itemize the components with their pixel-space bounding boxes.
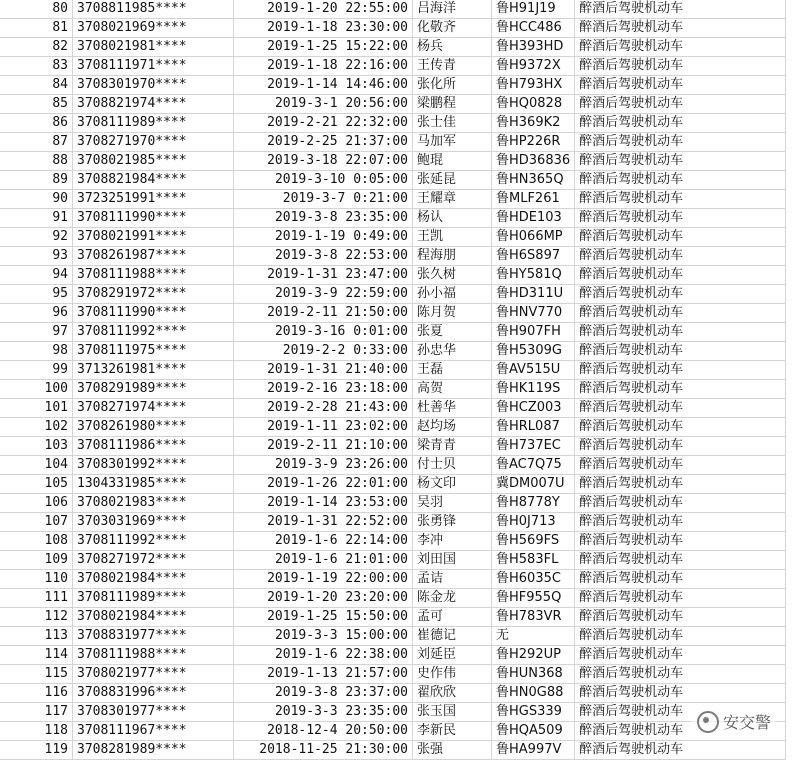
name-cell: 陈月贺: [413, 304, 492, 323]
table-row: [0, 133, 786, 152]
plate-cell: 鲁HF955Q: [492, 589, 575, 608]
table-row: [0, 266, 786, 285]
row-number-cell: 119: [0, 741, 73, 760]
offense-cell: 醉酒后驾驶机动车: [575, 741, 786, 760]
plate-cell: 鲁HCC486: [492, 19, 575, 38]
id-number-cell: 3708261987****: [73, 247, 234, 266]
row-number-cell: 116: [0, 684, 73, 703]
table-row: [0, 494, 786, 513]
offense-cell: 醉酒后驾驶机动车: [575, 209, 786, 228]
id-number-cell: 3708021984****: [73, 570, 234, 589]
offense-cell: 醉酒后驾驶机动车: [575, 95, 786, 114]
row-number-cell: 86: [0, 114, 73, 133]
table-row: [0, 76, 786, 95]
datetime-cell: 2019-3-3 15:00:00: [234, 627, 413, 646]
datetime-cell: 2019-3-16 0:01:00: [234, 323, 413, 342]
offense-cell: 醉酒后驾驶机动车: [575, 57, 786, 76]
row-number-cell: 103: [0, 437, 73, 456]
row-number-cell: 80: [0, 0, 73, 19]
name-cell: 程海朋: [413, 247, 492, 266]
id-number-cell: 3708111986****: [73, 437, 234, 456]
name-cell: 杨兵: [413, 38, 492, 57]
id-number-cell: 3708111992****: [73, 532, 234, 551]
id-number-cell: 3708811985****: [73, 0, 234, 19]
plate-cell: 鲁H0J713: [492, 513, 575, 532]
id-number-cell: 3708111988****: [73, 266, 234, 285]
id-number-cell: 3708831996****: [73, 684, 234, 703]
offense-cell: 醉酒后驾驶机动车: [575, 0, 786, 19]
offense-cell: 醉酒后驾驶机动车: [575, 247, 786, 266]
datetime-cell: 2019-3-10 0:05:00: [234, 171, 413, 190]
name-cell: 刘田国: [413, 551, 492, 570]
name-cell: 高贺: [413, 380, 492, 399]
row-number-cell: 107: [0, 513, 73, 532]
plate-cell: 鲁HK119S: [492, 380, 575, 399]
offense-cell: 醉酒后驾驶机动车: [575, 589, 786, 608]
offense-cell: 醉酒后驾驶机动车: [575, 114, 786, 133]
row-number-cell: 117: [0, 703, 73, 722]
row-number-cell: 85: [0, 95, 73, 114]
plate-cell: 鲁HGS339: [492, 703, 575, 722]
name-cell: 孙忠华: [413, 342, 492, 361]
id-number-cell: 3708111990****: [73, 304, 234, 323]
id-number-cell: 3708021984****: [73, 608, 234, 627]
id-number-cell: 3708021977****: [73, 665, 234, 684]
plate-cell: 鲁H393HD: [492, 38, 575, 57]
datetime-cell: 2019-2-21 22:32:00: [234, 114, 413, 133]
datetime-cell: 2019-1-18 22:16:00: [234, 57, 413, 76]
plate-cell: 鲁H583FL: [492, 551, 575, 570]
offense-cell: 醉酒后驾驶机动车: [575, 722, 786, 741]
offense-cell: 醉酒后驾驶机动车: [575, 399, 786, 418]
name-cell: 化敬齐: [413, 19, 492, 38]
name-cell: 杜善华: [413, 399, 492, 418]
id-number-cell: 3708291972****: [73, 285, 234, 304]
datetime-cell: 2019-3-9 22:59:00: [234, 285, 413, 304]
name-cell: 翟欣欣: [413, 684, 492, 703]
row-number-cell: 101: [0, 399, 73, 418]
offense-cell: 醉酒后驾驶机动车: [575, 456, 786, 475]
row-number-cell: 106: [0, 494, 73, 513]
table-row: [0, 703, 786, 722]
plate-cell: 鲁H9372X: [492, 57, 575, 76]
plate-cell: 鲁HNV770: [492, 304, 575, 323]
table-row: [0, 38, 786, 57]
datetime-cell: 2019-1-6 22:38:00: [234, 646, 413, 665]
id-number-cell: 3708111992****: [73, 323, 234, 342]
watermark: [691, 708, 777, 735]
offense-cell: 醉酒后驾驶机动车: [575, 266, 786, 285]
datetime-cell: 2018-12-4 20:50:00: [234, 722, 413, 741]
datetime-cell: 2019-1-25 15:22:00: [234, 38, 413, 57]
table-row: [0, 589, 786, 608]
row-number-cell: 111: [0, 589, 73, 608]
id-number-cell: 3708021969****: [73, 19, 234, 38]
name-cell: 王磊: [413, 361, 492, 380]
offense-cell: 醉酒后驾驶机动车: [575, 513, 786, 532]
row-number-cell: 105: [0, 475, 73, 494]
name-cell: 杨文印: [413, 475, 492, 494]
datetime-cell: 2019-1-31 21:40:00: [234, 361, 413, 380]
offense-cell: 醉酒后驾驶机动车: [575, 418, 786, 437]
row-number-cell: 96: [0, 304, 73, 323]
offense-cell: 醉酒后驾驶机动车: [575, 532, 786, 551]
id-number-cell: 3708271970****: [73, 133, 234, 152]
offense-cell: 醉酒后驾驶机动车: [575, 475, 786, 494]
datetime-cell: 2019-1-11 23:02:00: [234, 418, 413, 437]
id-number-cell: 3708111971****: [73, 57, 234, 76]
row-number-cell: 91: [0, 209, 73, 228]
name-cell: 张久树: [413, 266, 492, 285]
offense-cell: 醉酒后驾驶机动车: [575, 627, 786, 646]
id-number-cell: 3708261980****: [73, 418, 234, 437]
name-cell: 李冲: [413, 532, 492, 551]
offense-cell: 醉酒后驾驶机动车: [575, 494, 786, 513]
table-row: [0, 627, 786, 646]
row-number-cell: 98: [0, 342, 73, 361]
row-number-cell: 81: [0, 19, 73, 38]
offense-cell: 醉酒后驾驶机动车: [575, 38, 786, 57]
plate-cell: 鲁HRL087: [492, 418, 575, 437]
id-number-cell: 3708281989****: [73, 741, 234, 760]
table-row: [0, 684, 786, 703]
row-number-cell: 95: [0, 285, 73, 304]
plate-cell: 鲁HUN368: [492, 665, 575, 684]
table-row: [0, 209, 786, 228]
id-number-cell: 3708111988****: [73, 646, 234, 665]
datetime-cell: 2019-2-2 0:33:00: [234, 342, 413, 361]
row-number-cell: 114: [0, 646, 73, 665]
plate-cell: 鲁HN365Q: [492, 171, 575, 190]
table-row: [0, 171, 786, 190]
table-row: [0, 95, 786, 114]
row-number-cell: 83: [0, 57, 73, 76]
id-number-cell: 3708111990****: [73, 209, 234, 228]
plate-cell: 鲁HD311U: [492, 285, 575, 304]
name-cell: 马加军: [413, 133, 492, 152]
id-number-cell: 3708021991****: [73, 228, 234, 247]
plate-cell: 鲁H793HX: [492, 76, 575, 95]
table-row: [0, 722, 786, 741]
table-row: [0, 19, 786, 38]
offense-cell: 醉酒后驾驶机动车: [575, 152, 786, 171]
datetime-cell: 2019-1-6 22:14:00: [234, 532, 413, 551]
plate-cell: 鲁AC7Q75: [492, 456, 575, 475]
name-cell: 孟可: [413, 608, 492, 627]
datetime-cell: 2019-3-3 23:35:00: [234, 703, 413, 722]
table-row: [0, 342, 786, 361]
plate-cell: 鲁H066MP: [492, 228, 575, 247]
datetime-cell: 2019-1-20 22:55:00: [234, 0, 413, 19]
name-cell: 梁青青: [413, 437, 492, 456]
row-number-cell: 104: [0, 456, 73, 475]
id-number-cell: 3708301992****: [73, 456, 234, 475]
name-cell: 孙小福: [413, 285, 492, 304]
row-number-cell: 97: [0, 323, 73, 342]
row-number-cell: 92: [0, 228, 73, 247]
row-number-cell: 82: [0, 38, 73, 57]
table-row: [0, 665, 786, 684]
table-row: [0, 437, 786, 456]
plate-cell: 鲁H6035C: [492, 570, 575, 589]
datetime-cell: 2019-3-8 22:53:00: [234, 247, 413, 266]
name-cell: 张夏: [413, 323, 492, 342]
name-cell: 王传青: [413, 57, 492, 76]
table-row: [0, 475, 786, 494]
plate-cell: 鲁HQ0828: [492, 95, 575, 114]
name-cell: 张化所: [413, 76, 492, 95]
plate-cell: 无: [492, 627, 575, 646]
circle-logo-icon: [697, 711, 719, 733]
plate-cell: 冀DM007U: [492, 475, 575, 494]
table-row: [0, 57, 786, 76]
datetime-cell: 2019-1-6 21:01:00: [234, 551, 413, 570]
table-row: [0, 114, 786, 133]
table-row: [0, 247, 786, 266]
table-row: [0, 741, 786, 760]
table-row: [0, 399, 786, 418]
plate-cell: 鲁H783VR: [492, 608, 575, 627]
name-cell: 王耀章: [413, 190, 492, 209]
table-row: [0, 285, 786, 304]
watermark-text: 安交警: [722, 713, 771, 732]
datetime-cell: 2019-2-25 21:37:00: [234, 133, 413, 152]
row-number-cell: 110: [0, 570, 73, 589]
id-number-cell: 3708271972****: [73, 551, 234, 570]
table-row: [0, 323, 786, 342]
id-number-cell: 3708021985****: [73, 152, 234, 171]
id-number-cell: 3708821984****: [73, 171, 234, 190]
datetime-cell: 2019-1-19 0:49:00: [234, 228, 413, 247]
offense-cell: 醉酒后驾驶机动车: [575, 380, 786, 399]
offense-cell: 醉酒后驾驶机动车: [575, 646, 786, 665]
id-number-cell: 3708301977****: [73, 703, 234, 722]
offense-cell: 醉酒后驾驶机动车: [575, 551, 786, 570]
row-number-cell: 99: [0, 361, 73, 380]
name-cell: 史作伟: [413, 665, 492, 684]
name-cell: 刘延臣: [413, 646, 492, 665]
row-number-cell: 113: [0, 627, 73, 646]
offense-cell: 醉酒后驾驶机动车: [575, 304, 786, 323]
offense-cell: 醉酒后驾驶机动车: [575, 703, 786, 722]
offense-cell: 醉酒后驾驶机动车: [575, 684, 786, 703]
row-number-cell: 112: [0, 608, 73, 627]
id-number-cell: 3708021983****: [73, 494, 234, 513]
plate-cell: 鲁HN0G88: [492, 684, 575, 703]
row-number-cell: 115: [0, 665, 73, 684]
plate-cell: 鲁HDE103: [492, 209, 575, 228]
row-number-cell: 87: [0, 133, 73, 152]
offense-cell: 醉酒后驾驶机动车: [575, 342, 786, 361]
name-cell: 赵均场: [413, 418, 492, 437]
plate-cell: 鲁H6S897: [492, 247, 575, 266]
datetime-cell: 2019-2-11 21:10:00: [234, 437, 413, 456]
name-cell: 崔德记: [413, 627, 492, 646]
datetime-cell: 2019-1-31 22:52:00: [234, 513, 413, 532]
offense-cell: 醉酒后驾驶机动车: [575, 665, 786, 684]
plate-cell: 鲁MLF261: [492, 190, 575, 209]
name-cell: 张勇锋: [413, 513, 492, 532]
name-cell: 张玉国: [413, 703, 492, 722]
id-number-cell: 3708831977****: [73, 627, 234, 646]
table-row: [0, 380, 786, 399]
plate-cell: 鲁H292UP: [492, 646, 575, 665]
plate-cell: 鲁H907FH: [492, 323, 575, 342]
name-cell: 孟诘: [413, 570, 492, 589]
datetime-cell: 2019-3-8 23:35:00: [234, 209, 413, 228]
id-number-cell: 1304331985****: [73, 475, 234, 494]
id-number-cell: 3713261981****: [73, 361, 234, 380]
plate-cell: 鲁HQA509: [492, 722, 575, 741]
plate-cell: 鲁AV515U: [492, 361, 575, 380]
row-number-cell: 100: [0, 380, 73, 399]
plate-cell: 鲁H8778Y: [492, 494, 575, 513]
id-number-cell: 3708271974****: [73, 399, 234, 418]
datetime-cell: 2019-1-31 23:47:00: [234, 266, 413, 285]
row-number-cell: 102: [0, 418, 73, 437]
offense-cell: 醉酒后驾驶机动车: [575, 19, 786, 38]
row-number-cell: 84: [0, 76, 73, 95]
name-cell: 张延昆: [413, 171, 492, 190]
row-number-cell: 118: [0, 722, 73, 741]
table-row: [0, 570, 786, 589]
name-cell: 鲍琨: [413, 152, 492, 171]
row-number-cell: 89: [0, 171, 73, 190]
table-row: [0, 551, 786, 570]
datetime-cell: 2019-1-13 21:57:00: [234, 665, 413, 684]
row-number-cell: 94: [0, 266, 73, 285]
offense-cell: 醉酒后驾驶机动车: [575, 437, 786, 456]
datetime-cell: 2019-3-8 23:37:00: [234, 684, 413, 703]
table-row: [0, 228, 786, 247]
id-number-cell: 3708821974****: [73, 95, 234, 114]
offense-cell: 醉酒后驾驶机动车: [575, 133, 786, 152]
datetime-cell: 2019-2-11 21:50:00: [234, 304, 413, 323]
datetime-cell: 2019-3-9 23:26:00: [234, 456, 413, 475]
offense-cell: 醉酒后驾驶机动车: [575, 76, 786, 95]
table-row: [0, 190, 786, 209]
plate-cell: 鲁H91J19: [492, 0, 575, 19]
name-cell: 吴羽: [413, 494, 492, 513]
offense-cell: 醉酒后驾驶机动车: [575, 323, 786, 342]
datetime-cell: 2019-1-14 14:46:00: [234, 76, 413, 95]
name-cell: 陈金龙: [413, 589, 492, 608]
name-cell: 梁鹏程: [413, 95, 492, 114]
name-cell: 吕海洋: [413, 0, 492, 19]
datetime-cell: 2019-3-1 20:56:00: [234, 95, 413, 114]
table-row: [0, 0, 786, 19]
plate-cell: 鲁H569FS: [492, 532, 575, 551]
row-number-cell: 90: [0, 190, 73, 209]
id-number-cell: 3708111975****: [73, 342, 234, 361]
plate-cell: 鲁HP226R: [492, 133, 575, 152]
datetime-cell: 2019-1-19 22:00:00: [234, 570, 413, 589]
id-number-cell: 3708291989****: [73, 380, 234, 399]
id-number-cell: 3708021981****: [73, 38, 234, 57]
datetime-cell: 2019-1-25 15:50:00: [234, 608, 413, 627]
offense-cell: 醉酒后驾驶机动车: [575, 361, 786, 380]
datetime-cell: 2018-11-25 21:30:00: [234, 741, 413, 760]
name-cell: 张强: [413, 741, 492, 760]
plate-cell: 鲁HA997V: [492, 741, 575, 760]
id-number-cell: 3703031969****: [73, 513, 234, 532]
offense-cell: 醉酒后驾驶机动车: [575, 608, 786, 627]
id-number-cell: 3708111989****: [73, 589, 234, 608]
offense-cell: 醉酒后驾驶机动车: [575, 285, 786, 304]
datetime-cell: 2019-3-7 0:21:00: [234, 190, 413, 209]
name-cell: 杨认: [413, 209, 492, 228]
datetime-cell: 2019-3-18 22:07:00: [234, 152, 413, 171]
datetime-cell: 2019-2-16 23:18:00: [234, 380, 413, 399]
row-number-cell: 108: [0, 532, 73, 551]
table-row: [0, 608, 786, 627]
datetime-cell: 2019-1-18 23:30:00: [234, 19, 413, 38]
datetime-cell: 2019-1-26 22:01:00: [234, 475, 413, 494]
table-row: [0, 646, 786, 665]
name-cell: 李新民: [413, 722, 492, 741]
plate-cell: 鲁H5309G: [492, 342, 575, 361]
plate-cell: 鲁H737EC: [492, 437, 575, 456]
table-row: [0, 304, 786, 323]
table-row: [0, 418, 786, 437]
offense-cell: 醉酒后驾驶机动车: [575, 228, 786, 247]
offense-cell: 醉酒后驾驶机动车: [575, 570, 786, 589]
name-cell: 付士贝: [413, 456, 492, 475]
name-cell: 张士佳: [413, 114, 492, 133]
datetime-cell: 2019-1-14 23:53:00: [234, 494, 413, 513]
datetime-cell: 2019-1-20 23:20:00: [234, 589, 413, 608]
table-row: [0, 456, 786, 475]
row-number-cell: 109: [0, 551, 73, 570]
plate-cell: 鲁HCZ003: [492, 399, 575, 418]
plate-cell: 鲁H369K2: [492, 114, 575, 133]
table-row: [0, 532, 786, 551]
row-number-cell: 93: [0, 247, 73, 266]
table-row: [0, 361, 786, 380]
table-row: [0, 152, 786, 171]
plate-cell: 鲁HD36836: [492, 152, 575, 171]
offense-cell: 醉酒后驾驶机动车: [575, 190, 786, 209]
table-row: [0, 513, 786, 532]
row-number-cell: 88: [0, 152, 73, 171]
name-cell: 王凯: [413, 228, 492, 247]
offense-cell: 醉酒后驾驶机动车: [575, 171, 786, 190]
id-number-cell: 3708111989****: [73, 114, 234, 133]
id-number-cell: 3708301970****: [73, 76, 234, 95]
plate-cell: 鲁HY581Q: [492, 266, 575, 285]
id-number-cell: 3723251991****: [73, 190, 234, 209]
datetime-cell: 2019-2-28 21:43:00: [234, 399, 413, 418]
id-number-cell: 3708111967****: [73, 722, 234, 741]
